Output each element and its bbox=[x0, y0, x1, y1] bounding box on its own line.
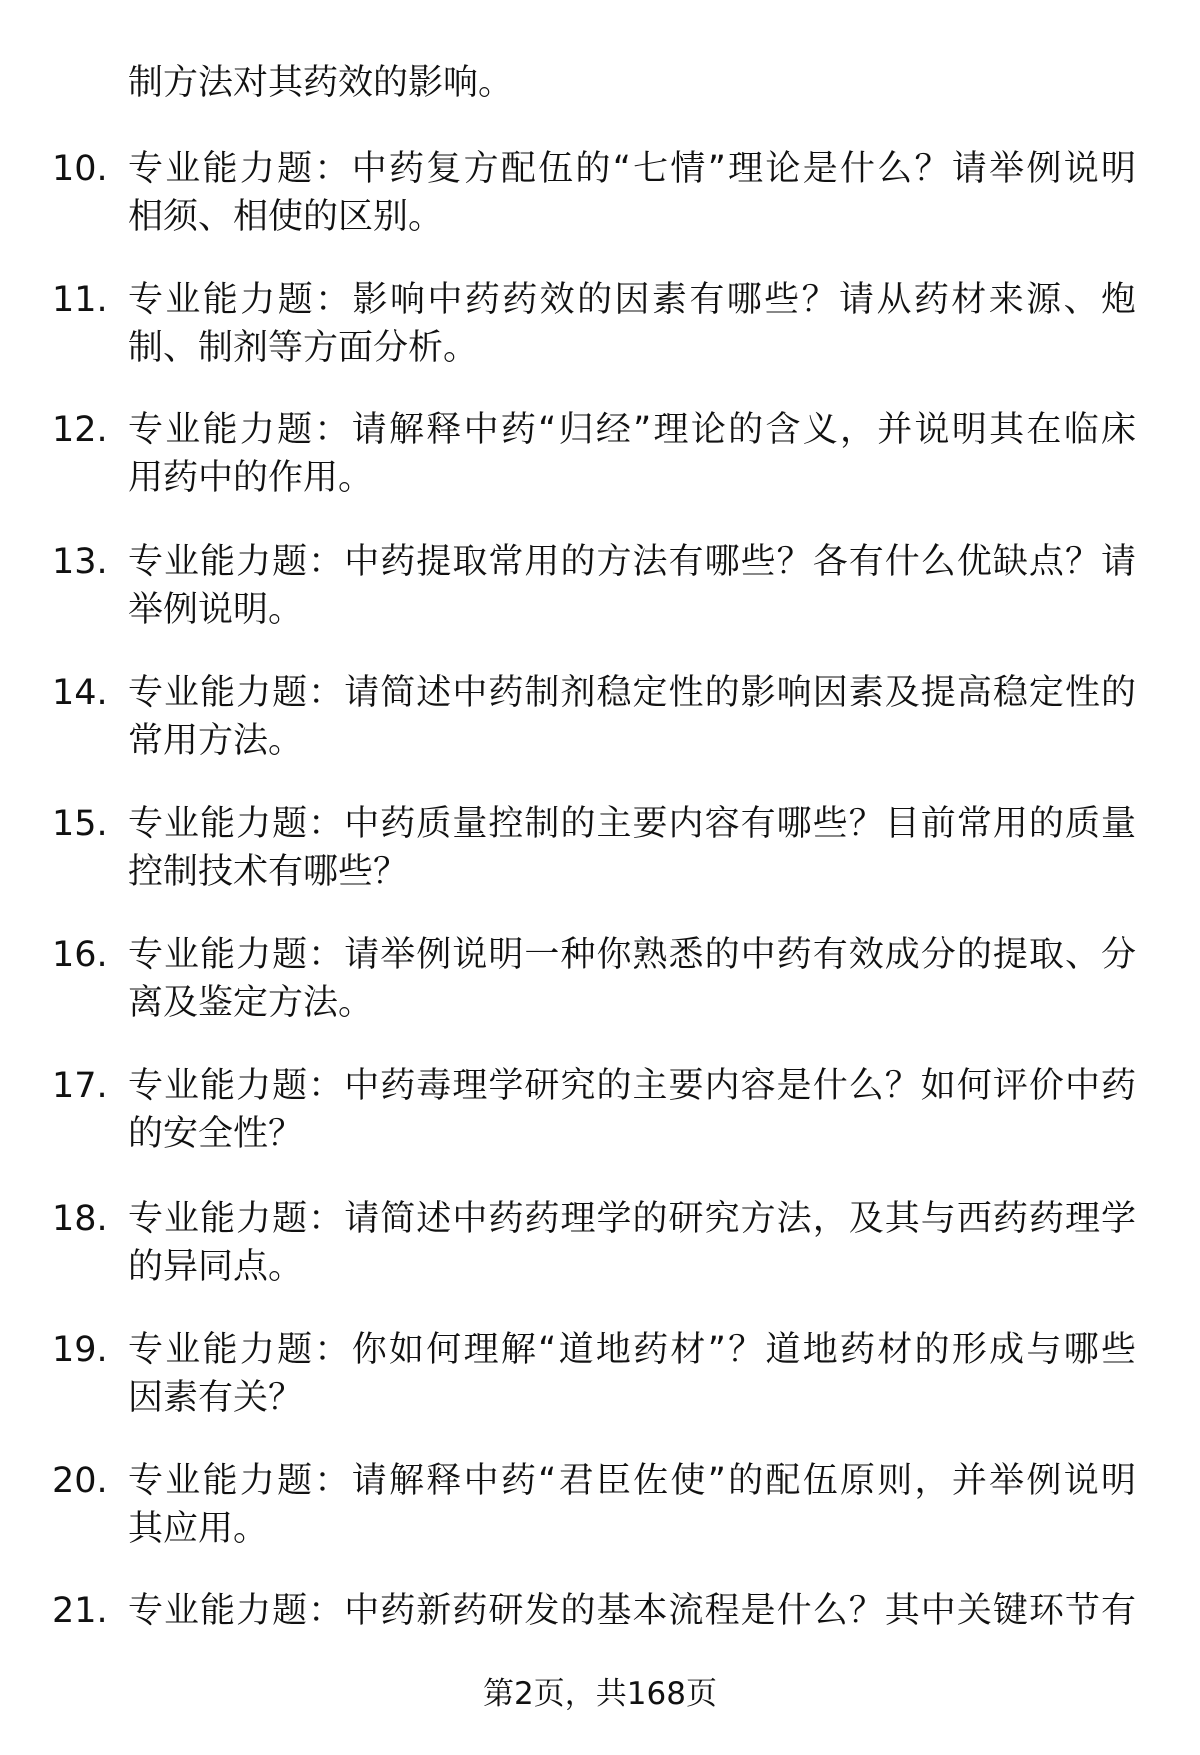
question-text-line: 控制技术有哪些？ bbox=[128, 852, 409, 892]
question-text-line: 专业能力题：请解释中药“归经”理论的含义，并说明其在临床 bbox=[128, 410, 1136, 450]
question-text-line: 制、制剂等方面分析。 bbox=[128, 328, 479, 368]
question-text-line: 专业能力题：你如何理解“道地药材”？道地药材的形成与哪些 bbox=[128, 1330, 1136, 1370]
question-text-line: 专业能力题：中药新药研发的基本流程是什么？其中关键环节有 bbox=[128, 1591, 1136, 1631]
question-number: 14. bbox=[52, 673, 108, 713]
question-text-line: 专业能力题：中药毒理学研究的主要内容是什么？如何评价中药 bbox=[128, 1066, 1136, 1106]
question-text-line: 专业能力题：请解释中药“君臣佐使”的配伍原则，并举例说明 bbox=[128, 1461, 1136, 1501]
question-text-line: 其应用。 bbox=[128, 1509, 269, 1549]
question-text-line: 专业能力题：中药复方配伍的“七情”理论是什么？请举例说明 bbox=[128, 149, 1136, 189]
question-text-line: 的异同点。 bbox=[128, 1247, 304, 1287]
question-number: 10. bbox=[52, 149, 108, 189]
question-number: 19. bbox=[52, 1330, 108, 1370]
question-text-line: 专业能力题：请简述中药制剂稳定性的影响因素及提高稳定性的 bbox=[128, 673, 1136, 713]
question-number: 21. bbox=[52, 1591, 108, 1631]
question-text-line: 离及鉴定方法。 bbox=[128, 983, 374, 1023]
question-text-line: 专业能力题：中药提取常用的方法有哪些？各有什么优缺点？请 bbox=[128, 542, 1136, 582]
question-text-line: 专业能力题：请举例说明一种你熟悉的中药有效成分的提取、分 bbox=[128, 935, 1136, 975]
continuation-text: 制方法对其药效的影响。 bbox=[128, 63, 514, 103]
question-number: 18. bbox=[52, 1199, 108, 1239]
question-text-line: 专业能力题：影响中药药效的因素有哪些？请从药材来源、炮 bbox=[128, 280, 1136, 320]
question-number: 11. bbox=[52, 280, 108, 320]
question-text-line: 专业能力题：请简述中药药理学的研究方法，及其与西药药理学 bbox=[128, 1199, 1136, 1239]
question-number: 15. bbox=[52, 804, 108, 844]
question-text-line: 举例说明。 bbox=[128, 590, 304, 630]
question-number: 13. bbox=[52, 542, 108, 582]
question-number: 20. bbox=[52, 1461, 108, 1501]
question-text-line: 因素有关？ bbox=[128, 1378, 304, 1418]
question-text-line: 专业能力题：中药质量控制的主要内容有哪些？目前常用的质量 bbox=[128, 804, 1136, 844]
question-number: 17. bbox=[52, 1066, 108, 1106]
page-footer: 第2页，共168页 bbox=[483, 1676, 717, 1712]
question-number: 12. bbox=[52, 410, 108, 450]
question-number: 16. bbox=[52, 935, 108, 975]
question-text-line: 的安全性？ bbox=[128, 1114, 304, 1154]
question-text-line: 用药中的作用。 bbox=[128, 458, 374, 498]
question-text-line: 相须、相使的区别。 bbox=[128, 197, 444, 237]
question-text-line: 常用方法。 bbox=[128, 721, 304, 761]
